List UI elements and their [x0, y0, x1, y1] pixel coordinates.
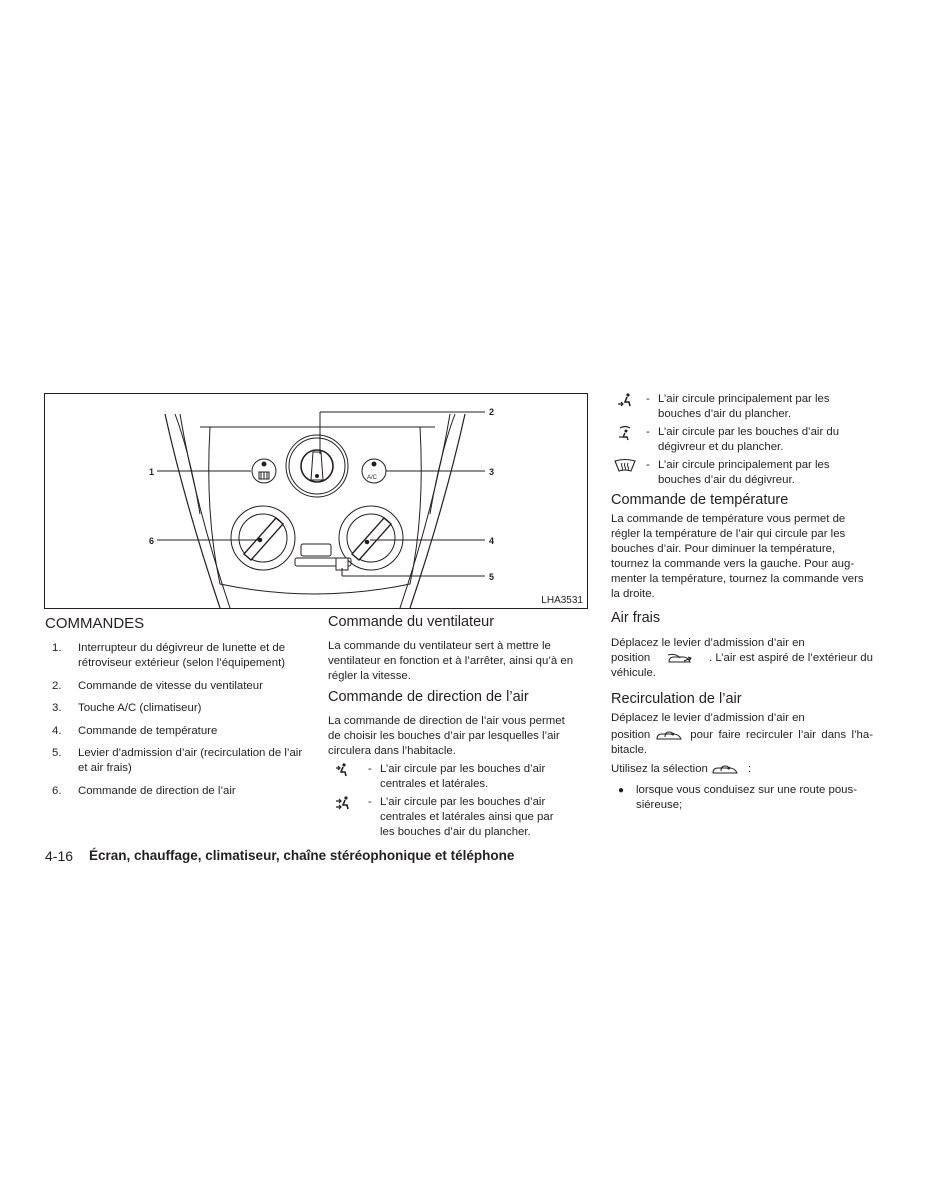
- callout-4: 4: [489, 536, 495, 546]
- callout-6: 6: [149, 536, 155, 546]
- ventilateur-text: [328, 639, 590, 684]
- mode-face: [334, 762, 594, 794]
- text-line: ventilateur en fonction et à l’arrêter, ainsi qu’à en: [328, 655, 574, 667]
- recirculation-icon: [654, 729, 686, 743]
- section-title: Écran, chauffage, climatiseur, chaîne stéréophonique et téléphone: [89, 848, 515, 863]
- list-number: 3.: [52, 702, 62, 714]
- list-line: Commande de vitesse du ventilateur: [78, 680, 263, 692]
- text-line: régler la vitesse.: [328, 670, 411, 682]
- dash: -: [368, 763, 372, 775]
- text-line: position: [611, 729, 651, 741]
- dash: -: [646, 459, 650, 471]
- defrost-icon: [612, 458, 640, 474]
- air-frais-text: [611, 636, 873, 681]
- direction-text: [328, 714, 590, 759]
- mode-floor-defrost: [612, 425, 882, 457]
- recirculation-icon: [710, 763, 742, 777]
- text-line: Déplacez le levier d’admission d’air en: [611, 712, 805, 724]
- text-line: siéreuse;: [636, 799, 683, 811]
- text-line: pour faire recirculer l’air dans l’ha-: [690, 729, 873, 741]
- list-line: rétroviseur extérieur (selon l’équipement): [78, 657, 286, 669]
- callout-3: 3: [489, 467, 495, 477]
- list-item: [52, 746, 312, 778]
- text-line: L’air circule par les bouches d’air du: [658, 426, 840, 438]
- dash: -: [368, 796, 372, 808]
- mode-defrost: [612, 458, 882, 490]
- list-line: Touche A/C (climatiseur): [78, 702, 202, 714]
- list-number: 1.: [52, 642, 62, 654]
- list-item: [52, 784, 312, 800]
- text-line: régler la température de l’air qui circule par les: [611, 528, 846, 540]
- text-line: La commande de température vous permet de: [611, 513, 846, 525]
- text-line: dégivreur et du plancher.: [658, 441, 784, 453]
- text-line: les bouches d’air du plancher.: [380, 826, 531, 838]
- list-line: Levier d’admission d’air (recirculation de l’air: [78, 747, 303, 759]
- list-line: Commande de direction de l’air: [78, 785, 236, 797]
- list-line: Interrupteur du dégivreur de lunette et de: [78, 642, 286, 654]
- list-number: 6.: [52, 785, 62, 797]
- callout-2: 2: [489, 407, 495, 417]
- temperature-title: Commande de température: [611, 492, 789, 508]
- list-item: [52, 641, 312, 673]
- text-line: Déplacez le levier d’admission d’air en: [611, 637, 805, 649]
- text-line: . L’air est aspiré de l’extérieur du: [708, 652, 873, 664]
- text-line: tournez la commande vers la gauche. Pour aug-: [611, 558, 855, 570]
- air-frais-title: Air frais: [611, 610, 661, 626]
- text-line: de choisir les bouches d’air par lesquelles l’air: [328, 730, 560, 742]
- text-line: Utilisez la sélection: [611, 763, 708, 775]
- floor-defrost-icon: [612, 425, 640, 441]
- text-line: circulera dans l’habitacle.: [328, 745, 456, 757]
- callout-5: 5: [489, 572, 495, 582]
- figure-code: LHA3531: [541, 595, 583, 606]
- text-line: bouches d’air du plancher.: [658, 408, 791, 420]
- text-line: L’air circule principalement par les: [658, 459, 830, 471]
- bi-level-vent-icon: [334, 795, 362, 811]
- text-line: position: [611, 652, 651, 664]
- mode-bi-level: [334, 795, 594, 843]
- text-line: menter la température, tournez la commande vers: [611, 573, 864, 585]
- list-item: [52, 701, 312, 717]
- text-line: lorsque vous conduisez sur une route pous-: [636, 784, 857, 796]
- list-line: Commande de température: [78, 725, 218, 737]
- callout-1: 1: [149, 467, 155, 477]
- bullet-icon: ●: [618, 785, 625, 796]
- text-line: véhicule.: [611, 667, 656, 679]
- commandes-title: COMMANDES: [45, 615, 145, 632]
- temperature-text: [611, 512, 873, 602]
- text-line: bouches d’air. Pour diminuer la température,: [611, 543, 836, 555]
- face-vent-icon: [334, 762, 362, 778]
- dash: -: [646, 393, 650, 405]
- page-number: 4-16: [45, 848, 74, 864]
- text-line: bitacle.: [611, 744, 648, 756]
- text-line: La commande de direction de l’air vous permet: [328, 715, 565, 727]
- ac-button-label: A/C: [367, 475, 378, 481]
- dash: -: [646, 426, 650, 438]
- list-item: [52, 724, 312, 740]
- fresh-air-icon: [666, 652, 694, 666]
- list-number: 5.: [52, 747, 62, 759]
- recirculation-text: [611, 711, 873, 815]
- ventilateur-title: Commande du ventilateur: [328, 614, 495, 630]
- text-line: bouches d’air du dégivreur.: [658, 474, 795, 486]
- mode-floor: [612, 392, 882, 424]
- recirculation-title: Recirculation de l’air: [611, 691, 742, 707]
- list-line: et air frais): [78, 762, 132, 774]
- list-number: 4.: [52, 725, 62, 737]
- text-line: centrales et latérales.: [380, 778, 489, 790]
- list-number: 2.: [52, 680, 62, 692]
- text-line: centrales et latérales ainsi que par: [380, 811, 554, 823]
- text-line: L’air circule par les bouches d’air: [380, 796, 546, 808]
- control-panel-illustration: [45, 394, 587, 608]
- direction-title: Commande de direction de l’air: [328, 689, 529, 705]
- control-panel-figure: [44, 393, 588, 609]
- floor-vent-icon: [612, 392, 640, 408]
- text-line: L’air circule principalement par les: [658, 393, 830, 405]
- text-line: :: [747, 763, 752, 775]
- list-item: [52, 679, 312, 695]
- text-line: L’air circule par les bouches d’air: [380, 763, 546, 775]
- text-line: La commande du ventilateur sert à mettre le: [328, 640, 551, 652]
- text-line: la droite.: [611, 588, 655, 600]
